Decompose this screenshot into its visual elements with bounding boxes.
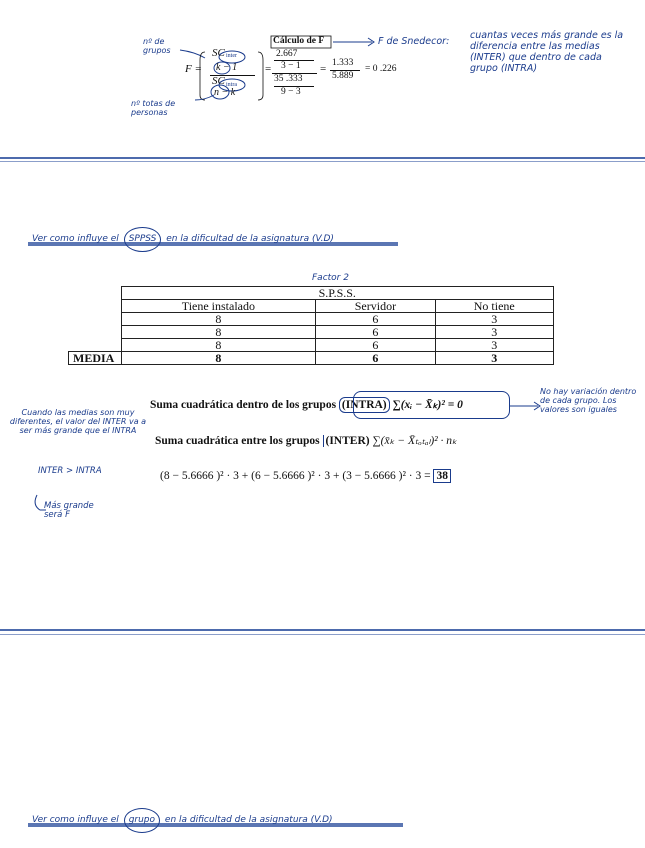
note-bigger-f: Más grande será F [44, 501, 94, 520]
annotation-people: nº totas de personas [131, 99, 176, 117]
f-result: = 0 .226 [365, 64, 397, 74]
calc-num-top: 2.667 [276, 49, 298, 59]
intra-formula: ∑(xᵢ − X̄ₖ)² = 0 [392, 399, 463, 411]
cell: 3 [435, 326, 553, 339]
f-snedecor-label: F de Snedecor: [378, 36, 450, 47]
calc-den-top: 35 .333 [274, 74, 303, 84]
mean-label: MEDIA [69, 352, 122, 365]
note-inter-gt-intra: INTER > INTRA [38, 466, 102, 476]
mean-cell: 8 [121, 352, 316, 365]
inter-tag: (INTER) [323, 435, 370, 447]
sc-inter-sub: inter [226, 53, 237, 59]
cell: 3 [435, 313, 553, 326]
calc-title: Cálculo de F [273, 36, 325, 46]
cell: 3 [435, 339, 553, 352]
divider-top [0, 157, 645, 159]
section1-circled: SPPSS [124, 227, 162, 252]
k-minus-1: k − 1 [216, 62, 238, 73]
sc-inter: SC [212, 47, 225, 59]
cell: 8 [121, 339, 316, 352]
calc-den-bottom: 9 − 3 [281, 87, 301, 97]
divider-top-2 [0, 161, 645, 162]
annotation-groups: nº de grupos [143, 37, 171, 55]
f-lhs: F = [185, 63, 202, 75]
section2-circled: grupo [124, 808, 160, 833]
calc-line: (8 − 5.6666 )² · 3 + (6 − 5.6666 )² · 3 + (3 − 5.6666 )² · 3 = 38 [160, 470, 451, 482]
cell: 6 [316, 326, 435, 339]
divider-mid-2 [0, 634, 645, 635]
calc-num-bottom: 3 − 1 [281, 61, 301, 71]
mean-cell: 3 [435, 352, 553, 365]
table-row [69, 326, 554, 339]
note-no-variation: No hay variación dentro de cada grupo. Los valores son iguales [540, 387, 637, 414]
section2-heading: Ver como influye el grupo en la dificultad de la asignatura (V.D) [32, 815, 333, 826]
table-row [69, 339, 554, 352]
note-means-diff: Cuando las medias son muy diferentes, el valor del INTER va a ser más grande que el INTRA [9, 408, 147, 435]
factor-label: Factor 2 [312, 273, 349, 283]
cell: 8 [121, 326, 316, 339]
col-header: No tiene [435, 300, 553, 313]
divider-mid [0, 629, 645, 631]
spss-table [68, 286, 554, 365]
n-minus-k: n − k [214, 87, 236, 98]
inter-formula: ∑(x̄ₖ − X̄ₜₒₜₐₗ)² · nₖ [372, 435, 457, 447]
eq-sign-2: = [320, 63, 327, 75]
cell: 6 [316, 339, 435, 352]
cell: 6 [316, 313, 435, 326]
mean-row [69, 352, 554, 365]
mean-cell: 6 [316, 352, 435, 365]
col-header: Servidor [316, 300, 435, 313]
mid-num: 1.333 [332, 58, 354, 68]
mid-den: 5.889 [332, 71, 354, 81]
inter-line: Suma cuadrática entre los grupos (INTER) ∑(x̄ₖ − X̄ₜₒₜₐₗ)² · nₖ [155, 435, 457, 447]
section1-heading: Ver como influye el SPPSS en la dificultad de la asignatura (V.D) [32, 234, 334, 245]
sc-intra-sub: intra [226, 82, 237, 88]
intra-line: Suma cuadrática dentro de los grupos (INTRA) ∑(xᵢ − X̄ₖ)² = 0 [150, 399, 463, 411]
eq-sign-1: = [265, 63, 272, 75]
calc-result: 38 [433, 469, 451, 483]
f-explanation: cuantas veces más grande es la diferencia entre las medias (INTER) que dentro de cada grupo (INTRA) [470, 30, 624, 74]
intra-tag: (INTRA) [339, 397, 390, 413]
table-group-header: S.P.S.S. [121, 287, 554, 300]
table-row [69, 313, 554, 326]
col-header: Tiene instalado [121, 300, 316, 313]
sc-intra: SC [212, 75, 225, 87]
cell: 8 [121, 313, 316, 326]
